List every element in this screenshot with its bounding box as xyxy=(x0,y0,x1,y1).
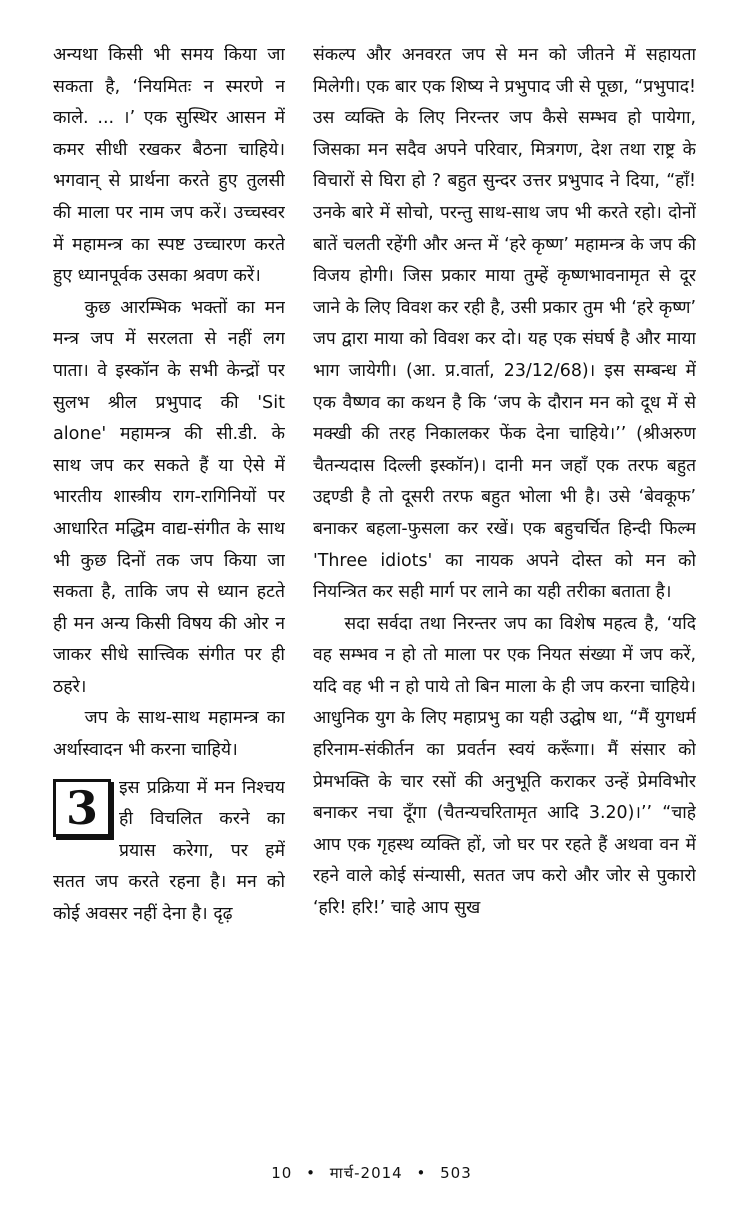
right-paragraph-1: संकल्प और अनवरत जप से मन को जीतने में सहायता मिलेगी। एक बार एक शिष्य ने प्रभुपाद जी से पूछा, “प्रभुपाद! उस व्यक्ति के लिए निरन्तर जप कैसे सम्भव हो पायेगा, जिसका मन सदैव अपने परिवार, मित्रगण, देश तथा राष्ट्र के विचारों से घिरा हो ? बहुत सुन्दर उत्तर प्रभुपाद ने दिया, “हाँ! उनके बारे में सोचो, परन्तु साथ-साथ जप भी करते रहो। दोनों बातें चलती रहेंगी और अन्त में ‘हरे कृष्ण’ महामन्त्र के जप की विजय होगी। जिस प्रकार माया तुम्हें कृष्णभावनामृत से दूर जाने के लिए विवश कर रही है, उसी प्रकार तुम भी ‘हरे कृष्ण’ जप द्वारा माया को विवश कर दो। यह एक संघर्ष है और माया भाग जायेगी। (आ. प्र.वार्ता, 23/12/68)। इस सम्बन्ध में एक वैष्णव का कथन है कि ‘जप के दौरान मन को दूध में से मक्खी की तरह निकालकर फेंक देना चाहिये।’’ (श्रीअरुण चैतन्यदास दिल्ली इस्कॉन)। दानी मन जहाँ एक तरफ बहुत उद्दण्डी है तो दूसरी तरफ बहुत भोला भी है। उसे ‘बेवकूफ’ बनाकर बहला-फुसला कर रखें। एक बहुचर्चित हिन्दी फिल्म 'Three idiots' का नायक अपने दोस्त को मन को नियन्त्रित कर सही मार्ग पर लाने का यही तरीका बताता है। xyxy=(313,45,696,603)
page-footer xyxy=(0,1163,743,1183)
left-column xyxy=(53,40,285,1150)
left-paragraph-3: जप के साथ-साथ महामन्त्र का अर्थास्वादन भी करना चाहिये। xyxy=(53,708,285,761)
footer-issue-month: मार्च-2014 xyxy=(329,1164,403,1182)
footer-separator: • xyxy=(306,1164,316,1182)
footer-issue-number: 503 xyxy=(440,1164,472,1182)
left-paragraph-2: कुछ आरम्भिक भक्तों का मन मन्त्र जप में सरलता से नहीं लग पाता। वे इस्कॉन के सभी केन्द्रों पर सुलभ श्रील प्रभुपाद की 'Sit alone' महामन्त्र की सी.डी. के साथ जप कर सकते हैं या ऐसे में भारतीय शास्त्रीय राग-रागिनियों पर आधारित मद्धिम वाद्य-संगीत के साथ भी कुछ दिनों तक जप किया जा सकता है, ताकि जप से ध्यान हटते ही मन अन्य किसी विषय की ओर न जाकर सीधे सात्त्विक संगीत पर ही ठहरे। xyxy=(53,297,285,697)
section-3-block xyxy=(53,773,285,931)
footer-page-number: 10 xyxy=(271,1164,293,1182)
left-paragraph-4: इस प्रक्रिया में मन निश्चय ही विचलित करने का प्रयास करेगा, पर हमें सतत जप करते रहना है। मन को कोई अवसर नहीं देना है। दृढ़ xyxy=(53,777,285,925)
footer-separator: • xyxy=(416,1164,427,1182)
right-paragraph-2: सदा सर्वदा तथा निरन्तर जप का विशेष महत्व है, ‘यदि वह सम्भव न हो तो माला पर एक नियत संख्या में जप करें, यदि वह भी न हो पाये तो बिन माला के ही जप करना चाहिये। आधुनिक युग के लिए महाप्रभु का यही उद्घोष था, “मैं युगधर्म हरिनाम-संकीर्तन का प्रवर्तन स्वयं करूँगा। मैं संसार को प्रेमभक्ति के चार रसों की अनुभूति कराकर उन्हें प्रेमविभोर बनाकर नचा दूँगा (चैतन्यचरितामृत आदि 3.20)।’’ “चाहे आप एक गृहस्थ व्यक्ति हों, जो घर पर रहते हैं अथवा वन में रहने वाले कोई संन्यासी, सतत जप करो और जोर से पुकारो ‘हरि! हरि!’ चाहे आप सुख xyxy=(313,613,696,919)
right-column xyxy=(313,40,696,1150)
section-number-box: 3 xyxy=(53,779,111,837)
left-paragraph-1: अन्यथा किसी भी समय किया जा सकता है, ‘नियमितः न स्मरणे न काले. ... ।’ एक सुस्थिर आसन में कमर सीधी रखकर बैठना चाहिये। भगवान् से प्रार्थना करते हुए तुलसी की माला पर नाम जप करें। उच्चस्वर में महामन्त्र का स्पष्ट उच्चारण करते हुए ध्यानपूर्वक उसका श्रवण करें। xyxy=(53,45,285,287)
